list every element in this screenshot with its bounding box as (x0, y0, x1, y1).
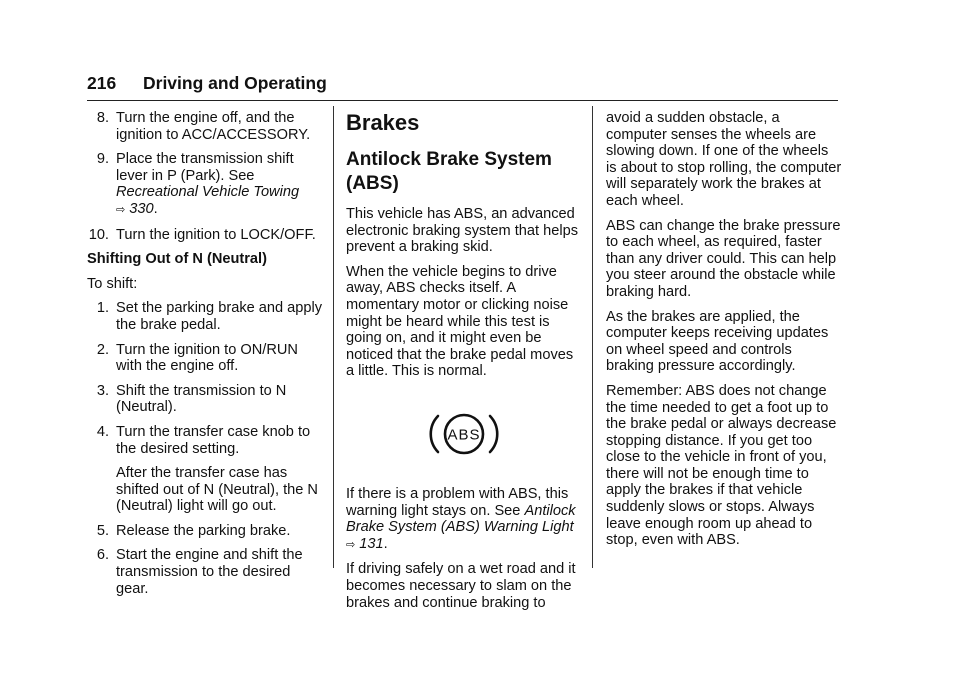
abs-symbol-text: ABS (447, 426, 481, 444)
shift-step-3 (87, 383, 323, 416)
paragraph: avoid a sudden obstacle, a computer senses the wheels are slowing down. If one of the wheels is about to stop rolling, the computer will separately work the brakes at each wheel. (606, 110, 842, 209)
paragraph: If driving safely on a wet road and it becomes necessary to slam on the brakes and continue braking to (346, 561, 576, 611)
shift-step-4 (87, 424, 323, 457)
column-3 (606, 110, 842, 557)
intro-text: To shift: (87, 275, 138, 292)
column-divider-1 (333, 106, 334, 568)
step-8 (87, 110, 323, 143)
period: . (153, 200, 158, 217)
step-10 (87, 227, 323, 244)
period: . (383, 535, 388, 552)
page-arrow-icon: ⇨ (116, 203, 126, 216)
step-number: 4. (96, 423, 109, 440)
paragraph: ABS can change the brake pressure to each wheel, as required, faster than any driver could. This can help you steer around the obstacle while braking hard. (606, 217, 841, 300)
paragraph-text: If there is a problem with ABS, this warning light stays on. See (346, 485, 569, 519)
paragraph: When the vehicle begins to drive away, ABS checks itself. A momentary motor or clicking noise might be heard while this test is going on, and it might even be noticed that the brake pedal moves a little. This is normal. (346, 263, 574, 380)
step-number: 8. (96, 110, 109, 126)
step-number: 10. (88, 226, 109, 243)
shift-step-1 (87, 300, 323, 333)
step-number: 9. (96, 151, 109, 168)
column-divider-2 (592, 106, 593, 568)
reference-page[interactable]: 131 (359, 535, 384, 552)
step-text: Turn the engine off, and the ignition to ACC/ACCESSORY. (116, 110, 311, 143)
subheading: Shifting Out of N (Neutral) (87, 251, 267, 268)
step-number: 3. (96, 382, 109, 399)
cross-reference-link[interactable]: Antilock Brake System (ABS) Warning Light (346, 502, 576, 536)
step-text: Start the engine and shift the transmission to the desired gear. (116, 547, 303, 597)
section-title: Driving and Operating (143, 73, 327, 93)
shift-step-5 (87, 523, 323, 540)
step-text: Set the parking brake and apply the brake pedal. (116, 300, 323, 333)
step-number: 1. (96, 300, 109, 317)
step-text: Turn the transfer case knob to the desired setting. (116, 423, 311, 457)
column-2 (346, 110, 582, 619)
step-number: 6. (96, 547, 109, 564)
subsection-heading: Antilock Brake System (ABS) (346, 149, 552, 194)
page-number: 216 (87, 73, 117, 93)
paragraph: Remember: ABS does not change the time needed to get a foot up to the brake pedal or always decrease stopping distance. If you get too close to the vehicle in front of you, there will not be enough time to apply the brakes if that vehicle suddenly slows or stops. Always leave enough room up ahead to stop, even with ABS. (606, 382, 837, 549)
section-heading: Brakes (346, 110, 420, 135)
reference-page[interactable]: 330 (129, 200, 154, 217)
step-text: Turn the ignition to LOCK/OFF. (116, 226, 316, 243)
step-note: After the transfer case has shifted out of N (Neutral), the N (Neutral) light will go out. (116, 465, 318, 515)
paragraph: As the brakes are applied, the computer keeps receiving updates on wheel speed and controls braking pressure accordingly. (606, 308, 829, 375)
shift-step-2 (87, 342, 323, 375)
step-number: 2. (96, 341, 109, 358)
abs-warning-light-icon (429, 408, 499, 460)
step-9 (87, 151, 323, 218)
shift-step-6 (87, 547, 323, 597)
abs-warning-symbol (346, 388, 582, 480)
step-text: Release the parking brake. (116, 522, 291, 539)
cross-reference-link[interactable]: Recreational Vehicle Towing (116, 184, 300, 201)
step-number: 5. (96, 522, 109, 539)
step-text: Turn the ignition to ON/RUN with the engine off. (116, 341, 298, 375)
page-header (87, 72, 838, 101)
paragraph (346, 486, 582, 553)
paragraph: This vehicle has ABS, an advanced electronic braking system that helps prevent a braking skid. (346, 206, 578, 256)
page-arrow-icon: ⇨ (346, 538, 356, 551)
step-text: Shift the transmission to N (Neutral). (116, 382, 287, 416)
step-text: Place the transmission shift lever in P (Park). See (116, 151, 294, 184)
column-1 (87, 110, 323, 605)
